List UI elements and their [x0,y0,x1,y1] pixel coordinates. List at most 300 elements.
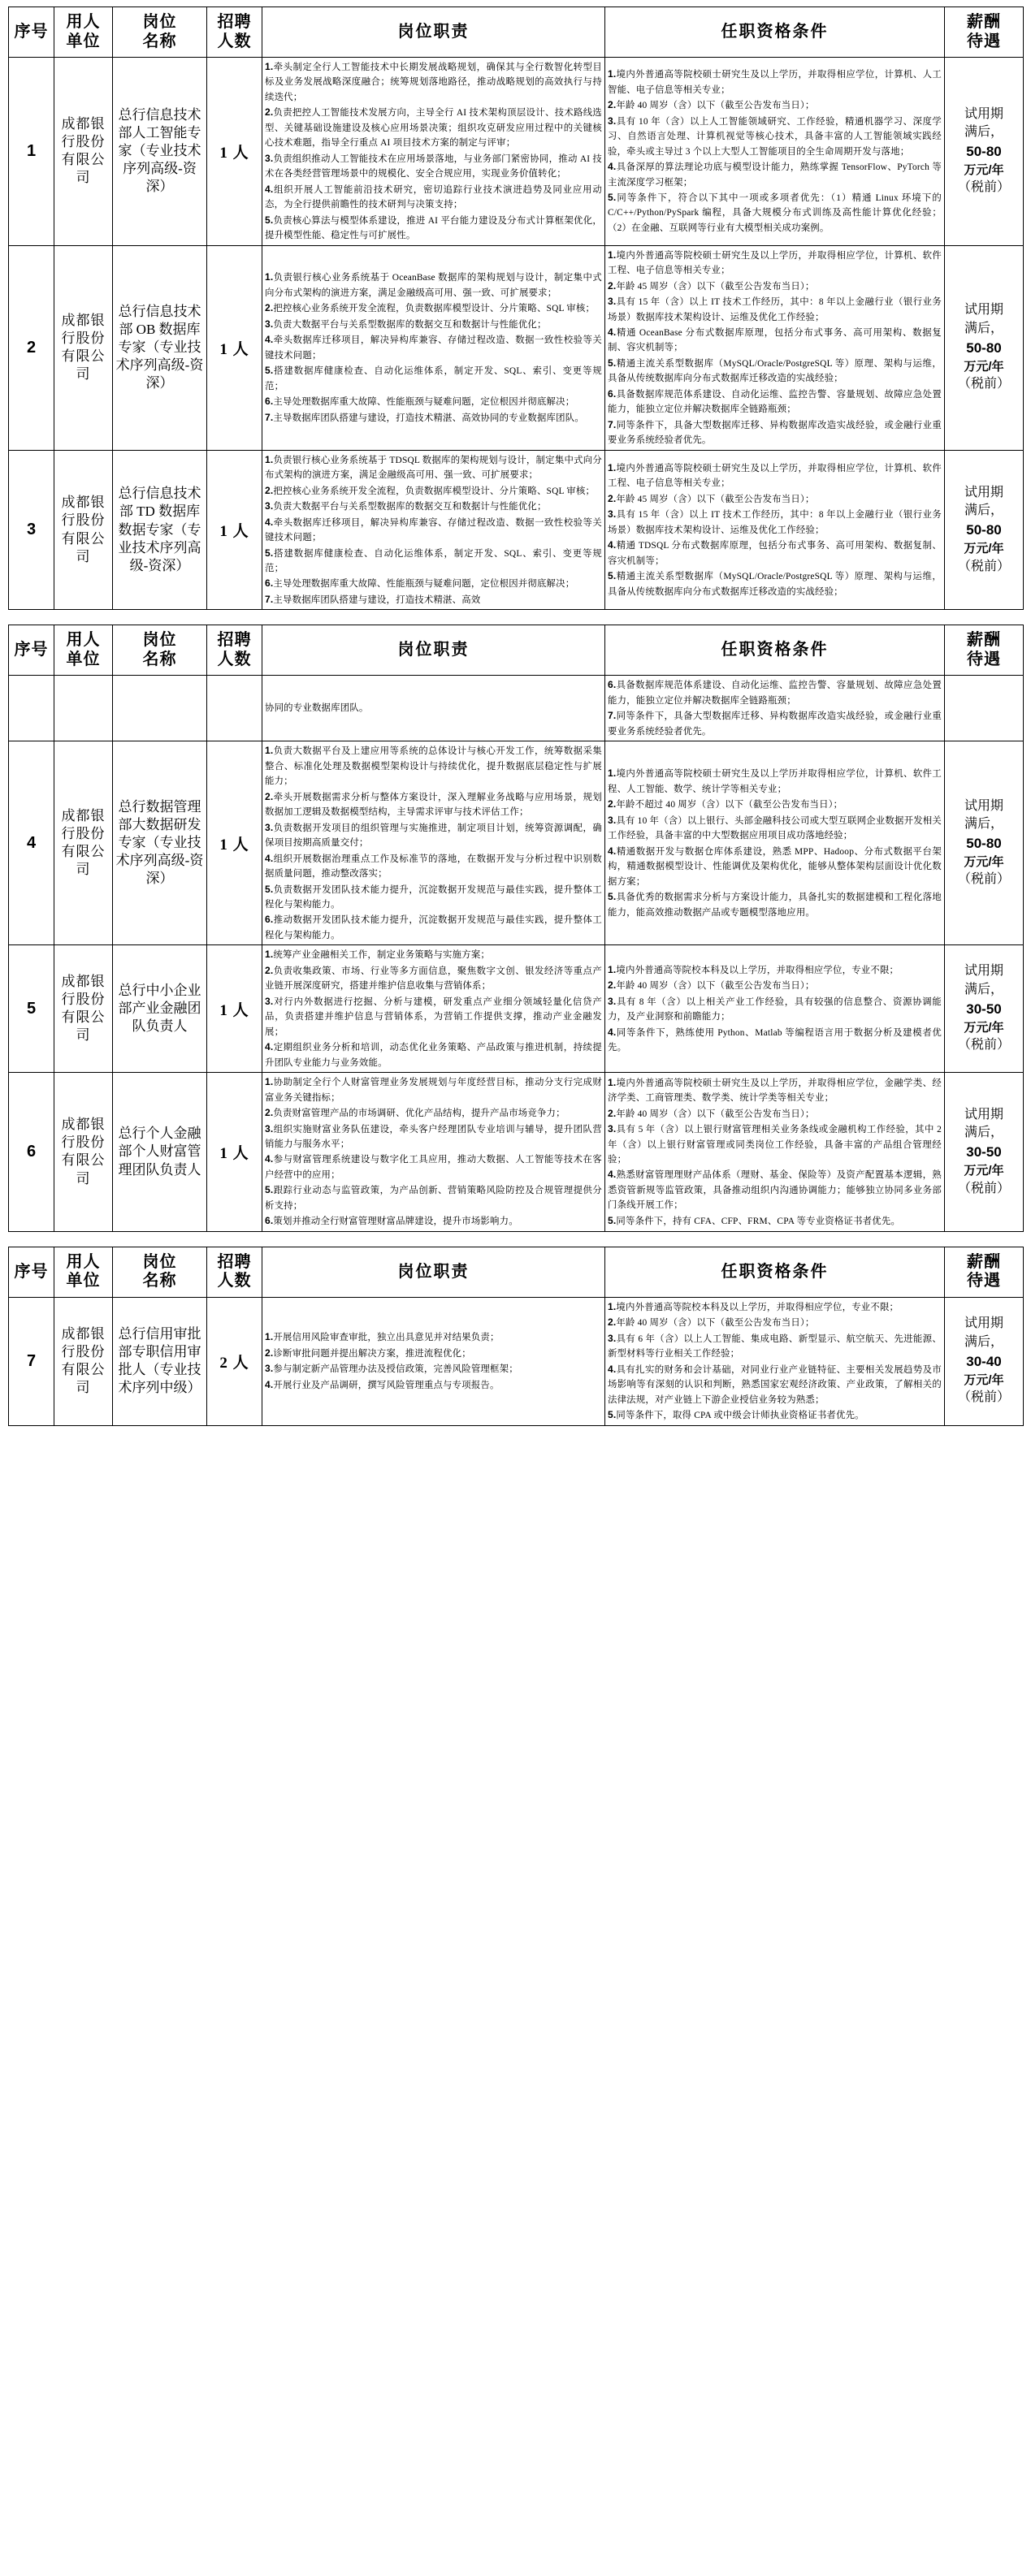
duty-item: 6.主导处理数据库重大故障、性能瓶颈与疑难问题，定位根因并彻底解决； [265,577,575,590]
cell-duties [262,1073,605,1232]
qual-item: 1.境内外普通高等院校本科及以上学历，并取得相应学位，专业不限； [608,963,899,975]
salary-unit: 万元/年 [964,359,1004,374]
qual-item-number: 7. [608,418,617,430]
cell-qualifications [605,741,945,945]
duty-item-number: 2. [265,302,274,314]
qual-item-number: 3. [608,995,617,1007]
duty-item-number: 1. [265,453,274,465]
cell-salary [945,1297,1024,1425]
qual-item-number: 3. [608,1123,617,1135]
duty-list [265,59,602,244]
cell-salary [945,58,1024,246]
cell-employer-unit: 成都银行股份有限公司 [54,1073,113,1232]
duty-item: 2.把控核心业务系统开发全流程，负责数据库模型设计、分片策略、SQL 审核； [265,302,596,314]
salary-amount: 30-50 [966,1144,1002,1160]
qual-item-number: 1. [608,1076,617,1088]
table-header-row [9,7,1024,58]
column-header-pay-line1: 薪酬 [967,631,1001,650]
duty-item: 4.组织开展数据治理重点工作及标准节的落地，在数据开发与分析过程中识别数据质量问题，推动整改落实； [265,852,602,880]
duty-list [265,1074,602,1230]
qual-list [608,1075,942,1230]
column-header-job-title-line2: 名称 [142,32,177,50]
qual-item: 6.具备数据库规范体系建设、自动化运维、监控告警、容量规划、故障应急处置能力，能独立定位并解决数据库全链路瓶颈； [608,387,942,415]
duty-item: 4.组织开展人工智能前沿技术研究，密切追踪行业技术演进趋势及同业应用动态，为全行提供前瞻性的技术研判与决策支持； [265,183,602,210]
qual-item-number: 3. [608,296,617,308]
cell-salary [945,450,1024,610]
duty-item-number: 7. [265,593,274,605]
duty-item: 5.搭建数据库健康检查、自动化运维体系，制定开发、SQL、索引、变更等规范； [265,547,602,573]
cell-employer-unit: 成都银行股份有限公司 [54,741,113,945]
duty-item-number: 1. [265,271,274,283]
duty-item-number: 4. [265,334,274,346]
duty-list [265,743,602,943]
cell-qualifications [605,450,945,610]
salary-amount: 50-80 [966,143,1002,159]
qual-item-number: 1. [608,68,617,80]
column-header-unit-line2: 单位 [66,650,101,668]
column-header-qualifications: 任职资格条件 [605,7,945,58]
column-header-pay-line1: 薪酬 [967,1252,1001,1271]
salary-amount: 50-80 [966,339,1002,356]
duty-item-number: 3. [265,152,274,164]
column-header-qualifications: 任职资格条件 [605,1247,945,1297]
duty-item-number: 2. [265,484,274,496]
duty-item: 3.负责数据开发项目的组织管理与实施推进，制定项目计划，统筹资源调配，确保项目按期高质量交付； [265,821,602,849]
qual-item-number: 3. [608,1332,617,1344]
duty-item-number: 5. [265,1184,274,1196]
qual-item-number: 1. [608,1300,617,1312]
qual-item: 1.境内外普通高等院校硕士研究生及以上学历，并取得相应学位，金融学类、经济学类、工商管理类、数学类、统计学类等相关专业； [608,1076,942,1104]
qual-item-number: 5. [608,357,617,369]
table-row [9,945,1024,1073]
column-header-pay [945,1247,1024,1297]
qual-item-number: 4. [608,326,617,338]
qual-item-number: 2. [608,1107,617,1119]
duty-list [265,452,602,608]
qual-list [608,962,942,1056]
column-header-pay [945,625,1024,676]
qual-item-number: 3. [608,115,617,127]
cell-seq: 2 [9,245,54,450]
qual-item-number: 5. [608,191,617,203]
qual-list [608,766,942,920]
duty-item: 1.统筹产业金融相关工作，制定业务策略与实施方案； [265,949,491,961]
qual-item: 4.具备深厚的算法理论功底与模型设计能力，熟练掌握 TensorFlow、PyTorch 等主流深度学习框架； [608,161,942,188]
qual-item-number: 4. [608,539,617,551]
column-header-headcount-line2: 人数 [217,1272,252,1290]
cell-employer-unit: 成都银行股份有限公司 [54,1297,113,1425]
qual-item: 3.具有 5 年（含）以上银行财富管理相关业务条线或金融机构工作经验，其中 2 年（含）以上银行财富管理或同类岗位工作经验，具备丰富的产品组合管理经验； [608,1123,942,1165]
salary-probation-label: 试用期 [964,303,1003,318]
qual-item-number: 2. [608,279,617,292]
cell-seq: 6 [9,1073,54,1232]
cell-duties [262,1297,605,1425]
duty-item: 1.负责银行核心业务系统基于 TDSQL 数据库的架构规划与设计，制定集中式向分布式架构的演进方案，满足金融级高可用、强一致、可扩展要求； [265,453,602,481]
qual-item: 7.同等条件下，具备大型数据库迁移、异构数据库改造实战经验，或金融行业重要业务系统经验者优先。 [608,418,942,446]
column-header-headcount-line1: 招聘 [217,12,252,31]
cell-headcount: 1 人 [207,1073,262,1232]
salary-note: （税前） [957,1038,1010,1052]
duty-item-number: 3. [265,821,274,833]
qual-item-number: 1. [608,767,617,780]
table-body-3 [9,1297,1024,1425]
duty-item-number: 4. [265,852,274,864]
qual-item: 5.具备优秀的数据需求分析与方案设计能力，具备扎实的数据建模和工程化落地能力，能高效推动数据产品或专题模型落地应用。 [608,891,942,918]
job-table-section-2 [8,625,1024,1231]
cell-duties [262,245,605,450]
column-header-job-title-line2: 名称 [142,650,177,668]
cell-duties [262,741,605,945]
qual-item: 2.年龄 40 周岁（含）以下（截至公告发布当日）； [608,979,815,992]
table-body-2 [9,676,1024,1231]
duty-item: 2.负责收集政策、市场、行业等多方面信息，聚焦数字文创、银发经济等重点产业链开展深度研究，搭建并维护信息收集与营销体系； [265,964,602,992]
salary-note: （税前） [957,1390,1010,1405]
column-header-unit [54,1247,113,1297]
salary-unit: 万元/年 [964,855,1004,870]
duty-item-number: 5. [265,214,274,226]
salary-note: （税前） [957,377,1010,391]
table-row [9,58,1024,246]
column-header-job-title [113,7,207,58]
cell-seq: 4 [9,741,54,945]
salary-note: （税前） [957,180,1010,195]
cell-employer-unit: 成都银行股份有限公司 [54,58,113,246]
column-header-headcount-line2: 人数 [217,650,252,668]
duty-item-number: 4. [265,183,274,195]
cell-qualifications [605,1297,945,1425]
qual-item: 3.具有 8 年（含）以上相关产业工作经验，具有较强的信息整合、资源协调能力，及产业洞察和前瞻能力； [608,995,942,1022]
duty-item: 1.牵头制定全行人工智能技术中长期发展战略规划，确保其与全行数智化转型目标及业务发展战略深度融合；统筹规划落地路径，推动战略规划的高效执行与持续迭代； [265,61,602,102]
qual-item: 7.同等条件下，具备大型数据库迁移、异构数据库改造实战经验，或金融行业重要业务系统经验者优先。 [608,710,942,737]
duty-item: 6.主导处理数据库重大故障、性能瓶颈与疑难问题，定位根因并彻底解决； [265,395,575,408]
qual-item: 2.年龄 40 周岁（含）以下（截至公告发布当日）； [608,1107,815,1119]
column-header-headcount-line2: 人数 [217,32,252,50]
column-header-duties: 岗位职责 [262,7,605,58]
qual-item: 5.同等条件下，持有 CFA、CFP、FRM、CPA 等专业资格证书者优先。 [608,1214,901,1226]
salary-amount: 30-50 [966,1001,1002,1017]
cell-seq: 3 [9,450,54,610]
duty-item: 3.负责大数据平台与关系型数据库的数据交互和数据计与性能优化； [265,500,547,512]
table-row [9,676,1024,741]
duty-item-number: 1. [265,745,274,757]
duty-item-number: 2. [265,1107,274,1119]
duty-item-number: 6. [265,577,274,590]
duty-item-number: 4. [265,1153,274,1165]
job-table-section-1 [8,6,1024,610]
salary-note: （税前） [957,872,1010,887]
column-header-job-title [113,625,207,676]
column-header-pay-line2: 待遇 [967,650,1001,668]
duty-item: 1.开展信用风险审查审批，独立出具意见并对结果负责； [265,1331,500,1343]
duty-item: 4.牵头数据库迁移项目，解决异构库兼容、存储过程改造、数据一致性校验等关键技术问题； [265,516,602,543]
column-header-unit-line2: 单位 [66,32,101,50]
duty-item: 3.负责大数据平台与关系型数据库的数据交互和数据计与性能优化； [265,318,547,330]
column-header-unit [54,7,113,58]
salary-after-label: 满后， [964,1335,1003,1350]
cell-job-title: 总行个人金融部个人财富管理团队负责人 [113,1073,207,1232]
cell-qualifications [605,58,945,246]
qual-item: 6.具备数据库规范体系建设、自动化运维、监控告警、容量规划、故障应急处置能力，能独立定位并解决数据库全链路瓶颈； [608,679,942,706]
duty-item-number: 5. [265,365,274,377]
salary-unit: 万元/年 [964,1021,1004,1035]
qual-item-number: 5. [608,891,617,903]
duty-item: 4.定期组织业务分析和培训，动态优化业务策略、产品政策与推进机制，持续提升团队专业能力与业务效能。 [265,1041,602,1068]
duty-item: 1.协助制定全行个人财富管理业务发展规划与年度经营目标，推动分支行完成财富业务关键指标； [265,1076,602,1103]
duty-item-number: 2. [265,1346,274,1359]
qual-item: 1.境内外普通高等院校硕士研究生及以上学历，并取得相应学位，计算机、人工智能、电子信息等相关专业； [608,68,942,95]
column-header-pay-line1: 薪酬 [967,12,1001,31]
cell-job-title: 总行信用审批部专职信用审批人（专业技术序列中级） [113,1297,207,1425]
qual-item: 2.年龄 45 周岁（含）以下（截至公告发布当日）； [608,279,815,292]
cell-job-title: 总行信息技术部人工智能专家（专业技术序列高级-资深） [113,58,207,246]
qual-item: 5.同等条件下，符合以下其中一项或多项者优先：（1）精通 Linux 环境下的 C/C++/Python/PySpark 编程，具备大规模分布式训练及高性能计算优化经验；（2）在金融、互联网等行业有大模型相关成功案例。 [608,191,942,233]
column-header-unit-line2: 单位 [66,1272,101,1290]
salary-unit: 万元/年 [964,163,1004,178]
duty-item-number: 1. [265,1331,274,1343]
column-header-pay [945,7,1024,58]
job-table-section-3 [8,1247,1024,1426]
qual-item-number: 4. [608,845,617,857]
qual-item: 4.具有扎实的财务和会计基础，对同业行业产业链特征、主要相关发展趋势及市场影响等有深刻的认识和判断，熟悉国家宏观经济政策、产业政策，了解相关的法律法规，对产业链上下游企业授信业务较为熟悉； [608,1363,942,1405]
column-header-duties: 岗位职责 [262,625,605,676]
duty-item: 7.主导数据库团队搭建与建设，打造技术精湛、高效协同的专业数据库团队。 [265,411,584,423]
duty-item: 6.策划并推动全行财富管理财富品牌建设，提升市场影响力。 [265,1215,518,1227]
salary-unit: 万元/年 [964,1372,1004,1387]
qual-item: 3.具有 15 年（含）以上 IT 技术工作经历，其中：8 年以上金融行业（银行业务场景）数据库技术架构设计、运维及优化工作经验； [608,508,942,535]
duty-item: 3.参与制定新产品管理办法及授信政策，完善风险管理框架； [265,1363,518,1375]
duty-item: 5.搭建数据库健康检查、自动化运维体系，制定开发、SQL、索引、变更等规范； [265,365,602,391]
qual-item-number: 2. [608,492,617,504]
duty-item: 3.负责组织推动人工智能技术在应用场景落地，与业务部门紧密协同，推动 AI 技术在各类经营管理场景中的规模化、安全合规应用，实现业务价值转化； [265,152,602,179]
column-header-seq: 序号 [9,7,54,58]
column-header-unit-line1: 用人 [66,631,101,650]
qual-item: 4.精通 TDSQL 分布式数据库原理，包括分布式事务、高可用架构、数据复制、容灾机制等； [608,539,942,566]
cell-job-title: 总行信息技术部 OB 数据库专家（专业技术序列高级-资深） [113,245,207,450]
salary-unit: 万元/年 [964,1164,1004,1178]
qual-item: 3.具有 15 年（含）以上 IT 技术工作经历，其中：8 年以上金融行业（银行业务场景）数据库技术架构设计、运维及优化工作经验； [608,296,942,322]
duty-list [265,701,602,715]
duty-item-number: 1. [265,949,274,961]
qual-item-number: 4. [608,161,617,173]
duty-item: 3.组织实施财富业务队伍建设，牵头客户经理团队专业培训与辅导，提升团队营销能力与服务水平； [265,1122,602,1149]
salary-amount: 50-80 [966,522,1002,538]
duty-list [265,947,602,1070]
qual-list [608,1299,942,1424]
cell-employer-unit: 成都银行股份有限公司 [54,245,113,450]
duty-item-number: 3. [265,318,274,330]
duty-item-number: 6. [265,1215,274,1227]
column-header-job-title-line1: 岗位 [142,12,177,31]
cell-employer-unit: 成都银行股份有限公司 [54,450,113,610]
qual-list [608,67,942,236]
qual-item-number: 3. [608,508,617,521]
column-header-job-title-line1: 岗位 [142,631,177,650]
duty-item-number: 2. [265,964,274,976]
salary-amount: 50-80 [966,835,1002,851]
cell-headcount: 1 人 [207,450,262,610]
qual-item-number: 6. [608,679,617,691]
cell-duties [262,450,605,610]
duty-item: 6.推动数据开发团队技术能力提升，沉淀数据开发规范与最佳实践，提升整体工程化与架构能力。 [265,914,602,940]
table-row [9,1073,1024,1232]
salary-note: （税前） [957,1181,1010,1195]
duty-item: 5.跟踪行业动态与监管政策，为产品创新、营销策略风险防控及合规管理提供分析支持； [265,1184,602,1211]
qual-item-number: 7. [608,710,617,722]
duty-item-number: 4. [265,516,274,528]
qual-item-number: 2. [608,979,617,992]
qual-item-number: 6. [608,387,617,400]
duty-item-number: 3. [265,500,274,512]
salary-probation-label: 试用期 [964,798,1003,813]
duty-item-number: 6. [265,395,274,408]
cell-headcount: 1 人 [207,945,262,1073]
cell-salary [945,945,1024,1073]
cell-salary [945,741,1024,945]
qual-item-number: 4. [608,1026,617,1038]
column-header-job-title [113,1247,207,1297]
qual-item: 1.境内外普通高等院校本科及以上学历，并取得相应学位，专业不限； [608,1300,899,1312]
salary-after-label: 满后， [964,504,1003,518]
column-header-headcount [207,625,262,676]
qual-item-number: 4. [608,1363,617,1375]
column-header-unit-line1: 用人 [66,12,101,31]
duty-item-number: 5. [265,883,274,895]
table-row [9,450,1024,610]
cell-job-title [113,676,207,741]
qual-item-number: 1. [608,461,617,473]
qual-item: 4.熟悉财富管理理财产品体系（理财、基金、保险等）及资产配置基本逻辑，熟悉资管新规等监管政策，具备推动组织内沟通协调能力；能够独立协同多业务部门条线开展工作； [608,1169,942,1211]
cell-job-title: 总行信息技术部 TD 数据库数据专家（专业技术序列高级-资深） [113,450,207,610]
salary-probation-label: 试用期 [964,485,1003,499]
cell-qualifications [605,245,945,450]
qual-item: 1.境内外普通高等院校硕士研究生及以上学历并取得相应学位，计算机、软件工程、人工智能、数学、统计学等相关专业； [608,767,942,794]
duty-item: 协同的专业数据库团队。 [265,703,369,714]
cell-job-title: 总行数据管理部大数据研发专家（专业技术序列高级-资深） [113,741,207,945]
duty-list [265,270,602,426]
cell-headcount: 1 人 [207,58,262,246]
cell-salary [945,1073,1024,1232]
column-header-headcount-line1: 招聘 [217,1252,252,1271]
salary-after-label: 满后， [964,322,1003,336]
table-row [9,1297,1024,1425]
qual-item: 3.具有 10 年（含）以上人工智能领域研究、工作经验，精通机器学习、深度学习、自然语言处理、计算机视觉等核心技术，具备丰富的人工智能领域实践经验，牵头或主导过 3 个以上大型人工智能项目的全生命周期开发与落地； [608,115,942,157]
duty-item-number: 3. [265,1363,274,1375]
duty-item: 4.牵头数据库迁移项目，解决异构库兼容、存储过程改造、数据一致性校验等关键技术问题； [265,334,602,361]
salary-amount: 30-40 [966,1353,1002,1369]
qual-item: 1.境内外普通高等院校硕士研究生及以上学历，并取得相应学位，计算机、软件工程、电子信息等相关专业； [608,249,942,276]
cell-seq [9,676,54,741]
cell-duties [262,676,605,741]
qual-item: 3.具有 10 年（含）以上银行、头部金融科技公司或大型互联网企业数据开发相关工作经验，具备丰富的中大型数据应用项目成功落地经验； [608,814,942,841]
qual-item: 2.年龄 40 周岁（含）以下（截至公告发布当日）； [608,1316,815,1329]
qual-item: 4.同等条件下，熟练使用 Python、Matlab 等编程语言用于数据分析及建模者优先。 [608,1026,942,1053]
table-body-1 [9,58,1024,610]
table-row [9,245,1024,450]
qual-item: 5.同等条件下，取得 CPA 或中级会计师执业资格证书者优先。 [608,1409,864,1421]
column-header-headcount-line1: 招聘 [217,631,252,650]
duty-item-number: 5. [265,547,274,559]
duty-item-number: 4. [265,1378,274,1390]
duty-item: 4.参与财富管理系统建设与数字化工具应用，推动大数据、人工智能等技术在客户经营中的应用； [265,1153,602,1180]
table-header-row [9,625,1024,676]
column-header-unit [54,625,113,676]
qual-item: 5.精通主流关系型数据库（MySQL/Oracle/PostgreSQL 等）原理、架构与运维，具备从传统数据库向分布式数据库迁移改造的实战经验； [608,570,942,597]
salary-probation-label: 试用期 [964,1316,1003,1331]
column-header-seq: 序号 [9,625,54,676]
qual-list [608,460,942,599]
duty-item: 1.负责银行核心业务系统基于 OceanBase 数据库的架构规划与设计，制定集中式向分布式架构的演进方案，满足金融级高可用、强一致、可扩展要求； [265,271,602,298]
cell-duties [262,945,605,1073]
column-header-pay-line2: 待遇 [967,32,1001,50]
cell-employer-unit [54,676,113,741]
salary-after-label: 满后， [964,125,1003,140]
qual-item: 5.精通主流关系型数据库（MySQL/Oracle/PostgreSQL 等）原理、架构与运维，具备从传统数据库向分布式数据库迁移改造的实战经验； [608,357,942,384]
cell-job-title: 总行中小企业部产业金融团队负责人 [113,945,207,1073]
duty-item: 5.负责核心算法与模型体系建设，推进 AI 平台能力建设及分布式计算框架优化，提升模型性能、稳定性与可扩展性。 [265,214,602,241]
cell-headcount [207,676,262,741]
qual-item: 2.年龄不超过 40 周岁（含）以下（截至公告发布当日）； [608,798,843,810]
duty-item: 5.负责数据开发团队技术能力提升，沉淀数据开发规范与最佳实践，提升整体工程化与架构能力。 [265,883,602,910]
cell-qualifications [605,1073,945,1232]
duty-item: 7.主导数据库团队搭建与建设，打造技术精湛、高效 [265,593,481,605]
duty-item: 1.负责大数据平台及上建应用等系统的总体设计与核心开发工作，统筹数据采集整合、标准化处理及数据模型架构设计与持续优化，提升数据底层稳定性与扩展能力； [265,745,602,787]
cell-seq: 7 [9,1297,54,1425]
column-header-duties: 岗位职责 [262,1247,605,1297]
column-header-qualifications: 任职资格条件 [605,625,945,676]
duty-item-number: 2. [265,790,274,802]
salary-after-label: 满后， [964,983,1003,997]
table-header-row [9,1247,1024,1297]
qual-item-number: 5. [608,1409,617,1421]
qual-item-number: 3. [608,814,617,826]
duty-list [265,1329,602,1393]
column-header-job-title-line2: 名称 [142,1272,177,1290]
duty-item: 3.对行内外数据进行挖掘、分析与建模，研发重点产业细分领域轻量化信贷产品，负责搭建并维护信息与营销体系，为营销工作提供支撑，推动产业金融发展； [265,995,602,1037]
cell-qualifications [605,945,945,1073]
column-header-pay-line2: 待遇 [967,1272,1001,1290]
qual-item-number: 1. [608,963,617,975]
cell-qualifications [605,676,945,741]
qual-item: 2.年龄 40 周岁（含）以下（截至公告发布当日）； [608,99,815,111]
column-header-seq: 序号 [9,1247,54,1297]
duty-item-number: 6. [265,914,274,926]
duty-item-number: 1. [265,61,274,72]
cell-employer-unit: 成都银行股份有限公司 [54,945,113,1073]
cell-headcount: 2 人 [207,1297,262,1425]
duty-item-number: 3. [265,1122,274,1135]
qual-list [608,248,942,448]
cell-seq: 1 [9,58,54,246]
duty-item: 2.负责把控人工智能技术发展方向，主导全行 AI 技术架构顶层设计、技术路线选型、关键基础设施建设及核心应用场景决策；组织攻克研发应用过程中的关键核心技术难题，指导全行重点 AI 项目技术方案的制定与评审； [265,106,602,149]
duty-item-number: 3. [265,995,274,1007]
cell-duties [262,58,605,246]
qual-item: 4.精通 OceanBase 分布式数据库原理，包括分布式事务、高可用架构、数据复制、容灾机制等； [608,326,942,353]
salary-probation-label: 试用期 [964,106,1003,121]
qual-item-number: 2. [608,99,617,111]
column-header-headcount [207,7,262,58]
duty-item-number: 1. [265,1076,274,1088]
qual-item-number: 2. [608,798,617,810]
qual-item-number: 1. [608,249,617,261]
duty-item: 2.负责财富管理产品的市场调研、优化产品结构，提升产品市场竞争力； [265,1107,565,1119]
salary-probation-label: 试用期 [964,964,1003,979]
table-row [9,741,1024,945]
column-header-headcount [207,1247,262,1297]
qual-item: 3.具有 6 年（含）以上人工智能、集成电路、新型显示、航空航天、先进能源、新型材料等行业相关工作经验； [608,1332,942,1359]
duty-item-number: 7. [265,411,274,423]
salary-unit: 万元/年 [964,542,1004,556]
cell-seq: 5 [9,945,54,1073]
